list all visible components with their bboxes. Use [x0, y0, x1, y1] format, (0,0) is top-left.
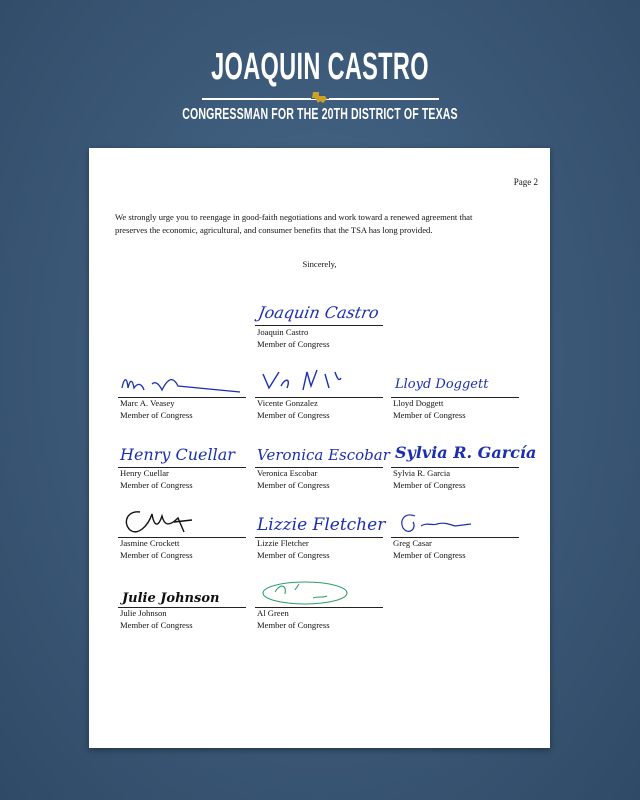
signatory-name: Julie Johnson [120, 608, 167, 618]
signatory-name: Marc A. Veasey [120, 398, 175, 408]
svg-text:Joaquin Castro: Joaquin Castro [256, 303, 381, 322]
signatory-title: Member of Congress [120, 620, 193, 630]
signatory-name: Vicente Gonzalez [257, 398, 318, 408]
svg-text:Henry Cuellar: Henry Cuellar [120, 445, 235, 464]
signatory-name: Al Green [257, 608, 289, 618]
svg-text:Sylvia R. García: Sylvia R. García [395, 443, 537, 462]
signatory-title: Member of Congress [120, 550, 193, 560]
paragraph-line: preserves the economic, agricultural, and consumer benefits that the TSA has long provided. [115, 225, 433, 235]
signature-image [255, 368, 383, 398]
signature-block [118, 578, 246, 628]
signature-block [118, 438, 246, 488]
svg-text:Lizzie Fletcher: Lizzie Fletcher [257, 515, 386, 535]
signatory-name: Sylvia R. Garcia [393, 468, 451, 478]
signature-image [118, 368, 246, 398]
signatory-name: Lloyd Doggett [393, 398, 444, 408]
svg-text:Veronica Escobar: Veronica Escobar [257, 446, 390, 464]
signatory-title: Member of Congress [257, 550, 330, 560]
signature-image [118, 508, 246, 538]
signatory-title: Member of Congress [120, 480, 193, 490]
signature-image [391, 368, 519, 398]
signature-block [255, 508, 386, 560]
header-banner [0, 0, 640, 140]
signatory-name: Veronica Escobar [257, 468, 318, 478]
signature-image [118, 578, 246, 608]
signature-block [255, 578, 383, 628]
signature-image [255, 438, 390, 468]
paragraph-line: We strongly urge you to reengage in good-faith negotiations and work toward a renewed agreement that [115, 212, 473, 222]
letter-page [89, 148, 550, 748]
signatory-name: Lizzie Fletcher [257, 538, 309, 548]
signatory-title: Member of Congress [393, 550, 466, 560]
page-number: Page 2 [513, 177, 538, 187]
signatory-title: Member of Congress [393, 410, 466, 420]
signatory-title: Member of Congress [257, 339, 330, 349]
closing: Sincerely, [302, 259, 337, 269]
signature-block [391, 508, 519, 558]
signature-block [118, 368, 246, 418]
signatory-name: Henry Cuellar [120, 468, 169, 478]
signature-image [391, 438, 537, 468]
signatory-name: Jasmine Crockett [120, 538, 180, 548]
signature-block [391, 368, 519, 418]
signature-image [255, 508, 386, 538]
signatory-title: Member of Congress [257, 620, 330, 630]
signatory-title: Member of Congress [120, 410, 193, 420]
signature-block [255, 368, 383, 418]
signatory-name: Joaquin Castro [257, 327, 309, 337]
signature-block [255, 298, 383, 348]
signature-block [118, 508, 246, 558]
congressman-name: JOAQUIN CASTRO [211, 46, 429, 88]
signatory-title: Member of Congress [393, 480, 466, 490]
signature-block [391, 438, 537, 490]
svg-text:Lloyd Doggett: Lloyd Doggett [395, 377, 489, 392]
signature-image [391, 508, 519, 538]
congressman-tagline: CONGRESSMAN FOR THE 20TH DISTRICT OF TEXAS [182, 106, 458, 123]
signature-image [255, 578, 383, 608]
signatory-title: Member of Congress [257, 480, 330, 490]
signatory-title: Member of Congress [257, 410, 330, 420]
signature-image [118, 438, 246, 468]
signatory-name: Greg Casar [393, 538, 432, 548]
texas-state-icon [311, 90, 329, 104]
svg-text:Julie Johnson: Julie Johnson [122, 591, 220, 606]
letter-paragraph [115, 211, 525, 237]
signature-line [255, 325, 383, 326]
signature-block [255, 438, 390, 490]
